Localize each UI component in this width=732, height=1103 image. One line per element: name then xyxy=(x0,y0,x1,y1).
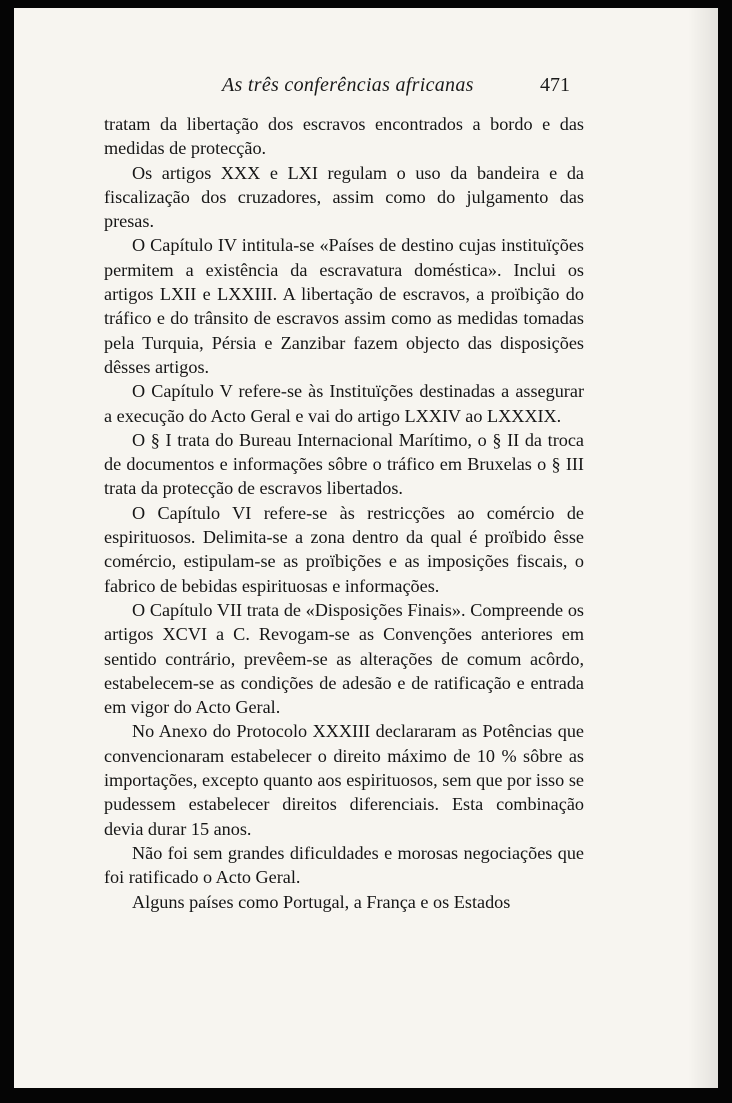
paragraph: No Anexo do Protocolo XXXIII declararam as Potências que convencionaram estabelecer o direito máximo de 10 % sôbre as importações, excepto quanto aos espirituosos, sem que por isso se pudessem estabelecer direitos diferenciais. Esta combinação devia durar 15 anos. xyxy=(104,721,584,839)
running-title: As três conferências africanas xyxy=(222,74,474,96)
paragraph: Alguns países como Portugal, a França e os Estados xyxy=(132,891,511,912)
paragraph: Não foi sem grandes dificuldades e morosas negociações que foi ratificado o Acto Geral. xyxy=(104,842,584,888)
paragraph: Os artigos XXX e LXI regulam o uso da bandeira e da fiscalização dos cruzadores, assim como do julgamento das presas. xyxy=(104,162,584,232)
paragraph: O Capítulo IV intitula-se «Países de destino cujas instituïções permitem a existência da escravatura doméstica». Inclui os artigos LXII e LXXIII. A libertação de escravos, a proïbição do tráfico e do trânsito de escravos assim como as medidas tomadas pela Turquia, Pérsia e Zanzibar fazem objecto das disposições dêsses artigos. xyxy=(104,235,584,377)
page-edge-shadow xyxy=(688,8,718,1088)
paragraph: O Capítulo V refere-se às Instituïções destinadas a assegurar a execução do Acto Geral e vai do artigo LXXIV ao LXXXIX. xyxy=(104,381,584,426)
paragraph: tratam da libertação dos escravos encontrados a bordo e das medidas de protecção. xyxy=(104,114,584,159)
body-text xyxy=(104,112,584,914)
paragraph: O Capítulo VII trata de «Disposições Finais». Compreende os artigos XCVI a C. Revogam-se as Convenções anteriores em sentido contrário, prevêem-se as alterações de comum acôrdo, estabelecem-se as condições de adesão e de ratificação e entrada em vigor do Acto Geral. xyxy=(104,599,584,718)
page-header xyxy=(14,74,718,102)
paragraph: O Capítulo VI refere-se às restricções ao comércio de espirituosos. Delimita-se a zona dentro da qual é proïbido êsse comércio, estipulam-se as proïbições e as imposições fiscais, o fabrico de bebidas espirituosas e informações. xyxy=(104,502,584,596)
page-number: 471 xyxy=(540,74,570,96)
book-page xyxy=(14,8,718,1088)
paragraph: O § I trata do Bureau Internacional Marítimo, o § II da troca de documentos e informações sôbre o tráfico em Bruxelas o § III trata da protecção de escravos libertados. xyxy=(104,429,584,499)
